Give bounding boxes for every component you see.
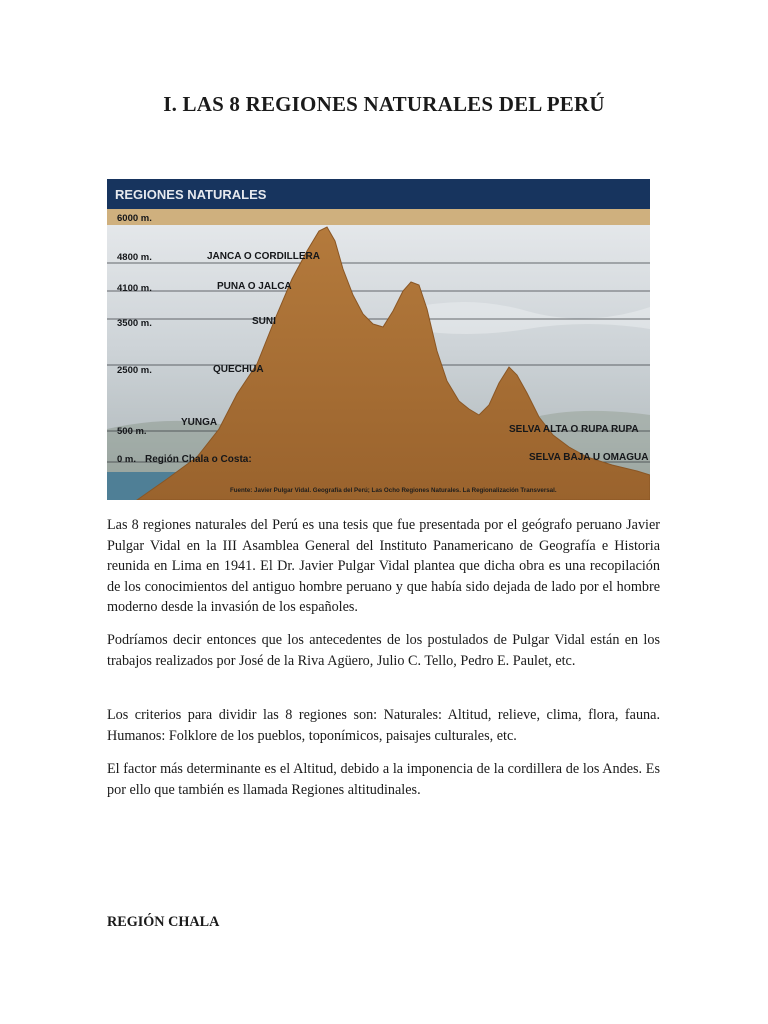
region-label-janca: JANCA O CORDILLERA bbox=[207, 251, 320, 262]
natural-regions-figure bbox=[107, 179, 650, 500]
regions-profile-image bbox=[107, 179, 650, 500]
altitude-label-6000: 6000 m. bbox=[117, 213, 152, 224]
section-heading-chala: REGIÓN CHALA bbox=[107, 914, 220, 930]
altitude-band-6000 bbox=[107, 209, 650, 225]
figure-source-caption: Fuente: Javier Pulgar Vidal. Geografía del Perú; Las Ocho Regiones Naturales. La Regionalización Transversal. bbox=[230, 487, 557, 494]
region-label-chala: Región Chala o Costa: bbox=[145, 454, 252, 465]
paragraph-criteria: Los criterios para dividir las 8 regiones son: Naturales: Altitud, relieve, clima, flora, fauna. Humanos: Folklore de los pueblos, toponímicos, paisajes culturales, etc. bbox=[107, 707, 660, 744]
altitude-label-500: 500 m. bbox=[117, 426, 147, 437]
paragraph-antecedents: Podríamos decir entonces que los antecedentes de los postulados de Pulgar Vidal están en los trabajos realizados por José de la Riva Agüero, Julio C. Tello, Pedro E. Paulet, etc. bbox=[107, 632, 660, 669]
paragraph-altitude-factor: El factor más determinante es el Altitud, debido a la imponencia de la cordillera de los Andes. Es por ello que también es llamada Regiones altitudinales. bbox=[107, 761, 660, 798]
region-label-selva-alta: SELVA ALTA O RUPA RUPA bbox=[509, 424, 639, 435]
region-label-yunga: YUNGA bbox=[181, 417, 218, 428]
region-label-selva-baja: SELVA BAJA U OMAGUA bbox=[529, 452, 649, 463]
altitude-label-3500: 3500 m. bbox=[117, 318, 152, 329]
altitude-label-2500: 2500 m. bbox=[117, 365, 152, 376]
paragraph-introduction: Las 8 regiones naturales del Perú es una tesis que fue presentada por el geógrafo peruano Javier Pulgar Vidal en la III Asamblea General del Instituto Panamericano de Geografía e Historia reunida en Lima en 1941. El Dr. Javier Pulgar Vidal plantea que dicha obra es una recopilación de los conocimientos del antiguo hombre peruano y que había sido dejada de lado por el hombre moderno desde la invasión de los españoles. bbox=[107, 517, 660, 615]
altitude-label-4800: 4800 m. bbox=[117, 252, 152, 263]
altitude-label-4100: 4100 m. bbox=[117, 283, 152, 294]
figure-header-text: REGIONES NATURALES bbox=[115, 187, 267, 202]
region-label-quechua: QUECHUA bbox=[213, 364, 264, 375]
page-title: I. LAS 8 REGIONES NATURALES DEL PERÚ bbox=[163, 92, 605, 116]
altitude-label-0: 0 m. bbox=[117, 454, 137, 465]
region-label-puna: PUNA O JALCA bbox=[217, 281, 292, 292]
region-label-suni: SUNI bbox=[252, 316, 276, 327]
